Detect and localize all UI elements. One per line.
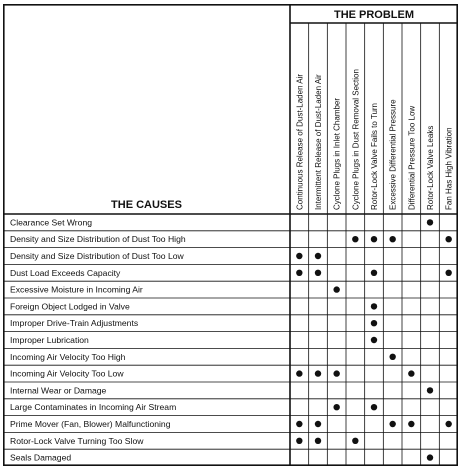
causes-title: THE CAUSES — [111, 199, 182, 211]
cause-label: Clearance Set Wrong — [10, 217, 93, 228]
cause-label: Improper Lubrication — [10, 335, 89, 345]
problem-header: Cyclone Plugs in Dust Removal Section — [351, 69, 361, 210]
cause-label: Excessive Moisture in Incoming Air — [10, 284, 143, 295]
cause-problem-dot — [333, 286, 339, 292]
cause-problem-dot — [315, 370, 321, 376]
cause-problem-dot — [427, 454, 433, 460]
cause-problem-dot — [333, 404, 339, 410]
cause-problem-dot — [315, 253, 321, 259]
problem-header: Continuous Release of Dust-Laden Air — [295, 73, 305, 210]
cause-problem-dot — [333, 370, 339, 376]
cause-problem-dot — [371, 270, 377, 276]
cause-label: Seals Damaged — [10, 452, 72, 463]
cause-problem-dot — [296, 253, 302, 259]
cause-problem-dot — [371, 337, 377, 343]
cause-problem-dot — [296, 370, 302, 376]
cause-problem-dot — [296, 421, 302, 427]
cause-label: Improper Drive-Train Adjustments — [10, 318, 139, 329]
cause-label: Incoming Air Velocity Too Low — [10, 368, 124, 379]
problem-header: Excessive Differential Pressure — [388, 99, 398, 210]
cause-problem-dot — [371, 236, 377, 242]
problem-header: Rotor-Lock Valve Leaks — [426, 125, 435, 210]
problem-header: Rotor-Lock Valve Fails to Turn — [370, 102, 379, 210]
cause-label: Dust Load Exceeds Capacity — [10, 267, 121, 278]
cause-problem-dot — [408, 370, 414, 376]
troubleshooting-table — [3, 4, 458, 466]
cause-problem-dot — [389, 354, 395, 360]
cause-problem-dot — [445, 421, 451, 427]
cause-label: Internal Wear or Damage — [10, 385, 107, 396]
cause-problem-dot — [352, 236, 358, 242]
cause-problem-dot — [389, 236, 395, 242]
problem-header: Fan Has High Vibration — [444, 127, 454, 210]
cause-problem-dot — [408, 421, 414, 427]
cause-problem-dot — [371, 404, 377, 410]
cause-label: Prime Mover (Fan, Blower) Malfunctioning — [10, 419, 171, 429]
cause-problem-dot — [371, 320, 377, 326]
cause-problem-dot — [296, 270, 302, 276]
cause-problem-dot — [315, 421, 321, 427]
troubleshooting-grid — [3, 4, 458, 466]
cause-problem-dot — [389, 421, 395, 427]
cause-label: Rotor-Lock Valve Turning Too Slow — [10, 435, 144, 446]
cause-label: Incoming Air Velocity Too High — [10, 351, 126, 362]
problem-title: THE PROBLEM — [333, 9, 415, 21]
cause-label: Large Contaminates in Incoming Air Stream — [10, 402, 177, 413]
problem-header: Cyclone Plugs in Inlet Chamber — [332, 97, 342, 210]
cause-problem-dot — [296, 438, 302, 444]
cause-problem-dot — [315, 270, 321, 276]
cause-label: Foreign Object Lodged in Valve — [10, 301, 130, 312]
cause-problem-dot — [427, 387, 433, 393]
cause-label: Density and Size Distribution of Dust Too Low — [10, 251, 184, 261]
cause-problem-dot — [445, 236, 451, 242]
cause-problem-dot — [352, 438, 358, 444]
problem-header: Differential Pressure Too Low — [407, 105, 417, 210]
problem-header: Intermittent Release of Dust-Laden Air — [314, 74, 323, 210]
cause-problem-dot — [427, 219, 433, 225]
cause-problem-dot — [445, 270, 451, 276]
cause-problem-dot — [371, 303, 377, 309]
cause-label: Density and Size Distribution of Dust Too High — [10, 234, 186, 245]
cause-problem-dot — [315, 438, 321, 444]
